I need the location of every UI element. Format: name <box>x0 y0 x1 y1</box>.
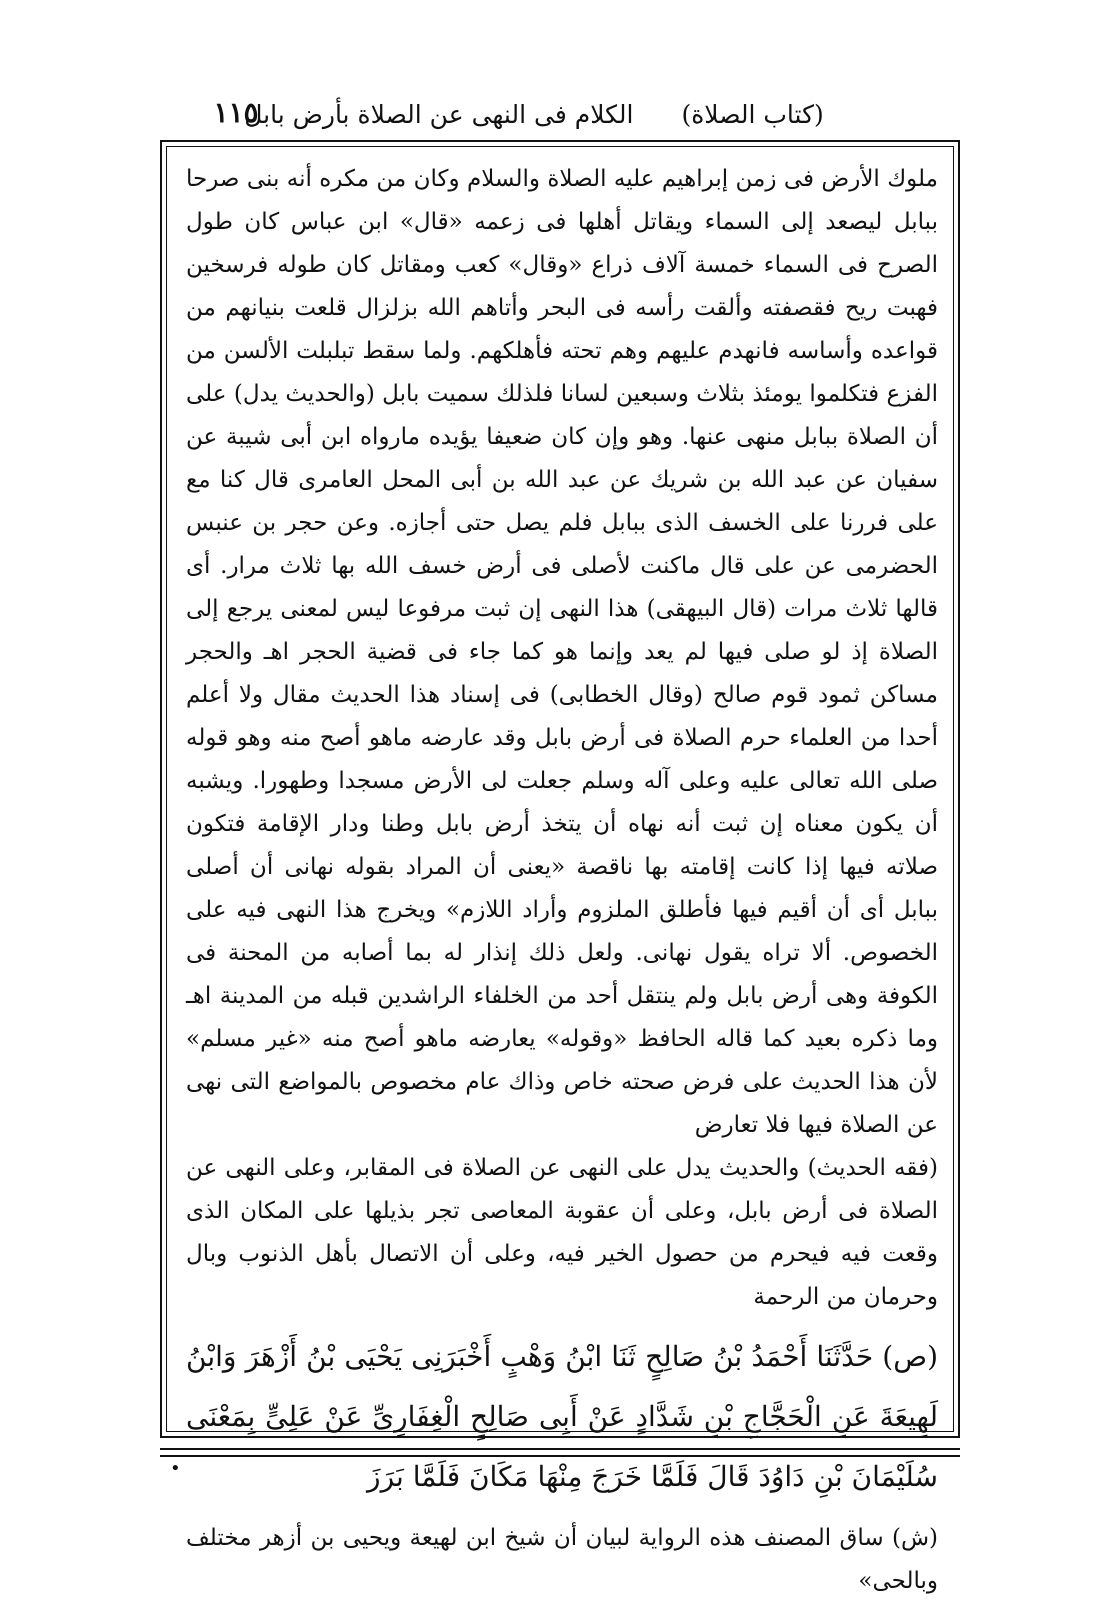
chapter-title: الكلام فى النهى عن الصلاة بأرض بابل <box>244 100 634 129</box>
sharh-text: (ش) ساق المصنف هذه الرواية لبيان أن شيخ ابن لهيعة ويحيى بن أزهر مختلف وبالحى» <box>186 1525 938 1594</box>
fiqh-paragraph: (فقه الحديث) والحديث يدل على النهى عن الصلاة فى المقابر، وعلى النهى عن الصلاة فى أرض بابل، وعلى أن عقوبة المعاصى تجر بذيلها على المكان الذى وقعت فيه فيحرم من حصول الخير فيه، وعلى أن الاتصال بأهل الذنوب وبال وحرمان من الرحمة <box>186 1155 938 1310</box>
hadith-text: (ص) حَدَّثَنَا أَحْمَدُ بْنُ صَالِحٍ ثَنَا ابْنُ وَهْبٍ أَخْبَرَنِى يَحْيَى بْنُ أَزْهَرَ وَابْنُ لَهِيعَةَ عَنِ الْحَجَّاجِ بْنِ شَدَّادٍ عَنْ أَبِى صَالِحٍ الْغِفَارِىِّ عَنْ عَلِىٍّ بِمَعْنَى سُلَيْمَانَ بْنِ دَاوُدَ قَالَ فَلَمَّا خَرَجَ مِنْهَا مَكَانَ فَلَمَّا بَرَزَ <box>186 1340 938 1493</box>
footer-mark: • <box>170 1458 181 1479</box>
running-head <box>200 92 868 138</box>
page-number: ١١٥ <box>213 96 259 129</box>
commentary-paragraph: ملوك الأرض فى زمن إبراهيم عليه الصلاة والسلام وكان من مكره أنه بنى صرحا ببابل ليصعد إلى السماء ويقاتل أهلها فى زعمه «قال» ابن عباس كان طول الصرح فى السماء خمسة آلاف ذراع «وقال» كعب ومقاتل كان طوله فرسخين فهبت ريح فقصفته وألقت رأسه فى البحر وأتاهم الله بزلزال قلعت بنيانهم من قواعده وأساسه فانهدم عليهم وهم تحته فأهلكهم. ولما سقط تبلبلت الألسن من الفزع فتكلموا يومئذ بثلاث وسبعين لسانا فلذلك سميت بابل (والحديث يدل) على أن الصلاة ببابل منهى عنها. وهو وإن كان ضعيفا يؤيده مارواه ابن أبى شيبة عن سفيان عن عبد الله بن شريك عن عبد الله بن أبى المحل العامرى قال كنا مع على فررنا على الخسف الذى ببابل فلم يصل حتى أجازه. وعن حجر بن عنبس الحضرمى عن على قال ماكنت لأصلى فى أرض خسف الله بها ثلاث مرار. أى قالها ثلاث مرات (قال البيهقى) هذا النهى إن ثبت مرفوعا ليس لمعنى يرجع إلى الصلاة إذ لو صلى فيها لم يعد وإنما هو كما جاء فى قضية الحجر اهـ والحجر مساكن ثمود قوم صالح (وقال الخطابى) فى إسناد هذا الحديث مقال ولا أعلم أحدا من العلماء حرم الصلاة فى أرض بابل وقد عارضه ماهو أصح منه وهو قوله صلى الله تعالى عليه وعلى آله وسلم جعلت لى الأرض مسجدا وطهورا. ويشبه أن يكون معناه إن ثبت أنه نهاه أن يتخذ أرض بابل وطنا ودار الإقامة فتكون صلاته فيها إذا كانت إقامته بها ناقصة «يعنى أن المراد بقوله نهانى أن أصلى ببابل أى أن أقيم فيها فأطلق الملزوم وأراد اللازم» ويخرج هذا النهى فيه على الخصوص. ألا تراه يقول نهانى. ولعل ذلك إنذار له بما أصابه من المحنة فى الكوفة وهى أرض بابل ولم ينتقل أحد من الخلفاء الراشدين قبله من المدينة اهـ وما ذكره بعيد كما قاله الحافظ «وقوله» يعارضه ماهو أصح منه «غير مسلم» لأن هذا الحديث على فرض صحته خاص وذاك عام مخصوص بالمواضع التى نهى عن الصلاة فيها فلا تعارض <box>186 166 938 1138</box>
main-text <box>186 158 938 1603</box>
book-title: (كتاب الصلاة) <box>681 100 824 129</box>
